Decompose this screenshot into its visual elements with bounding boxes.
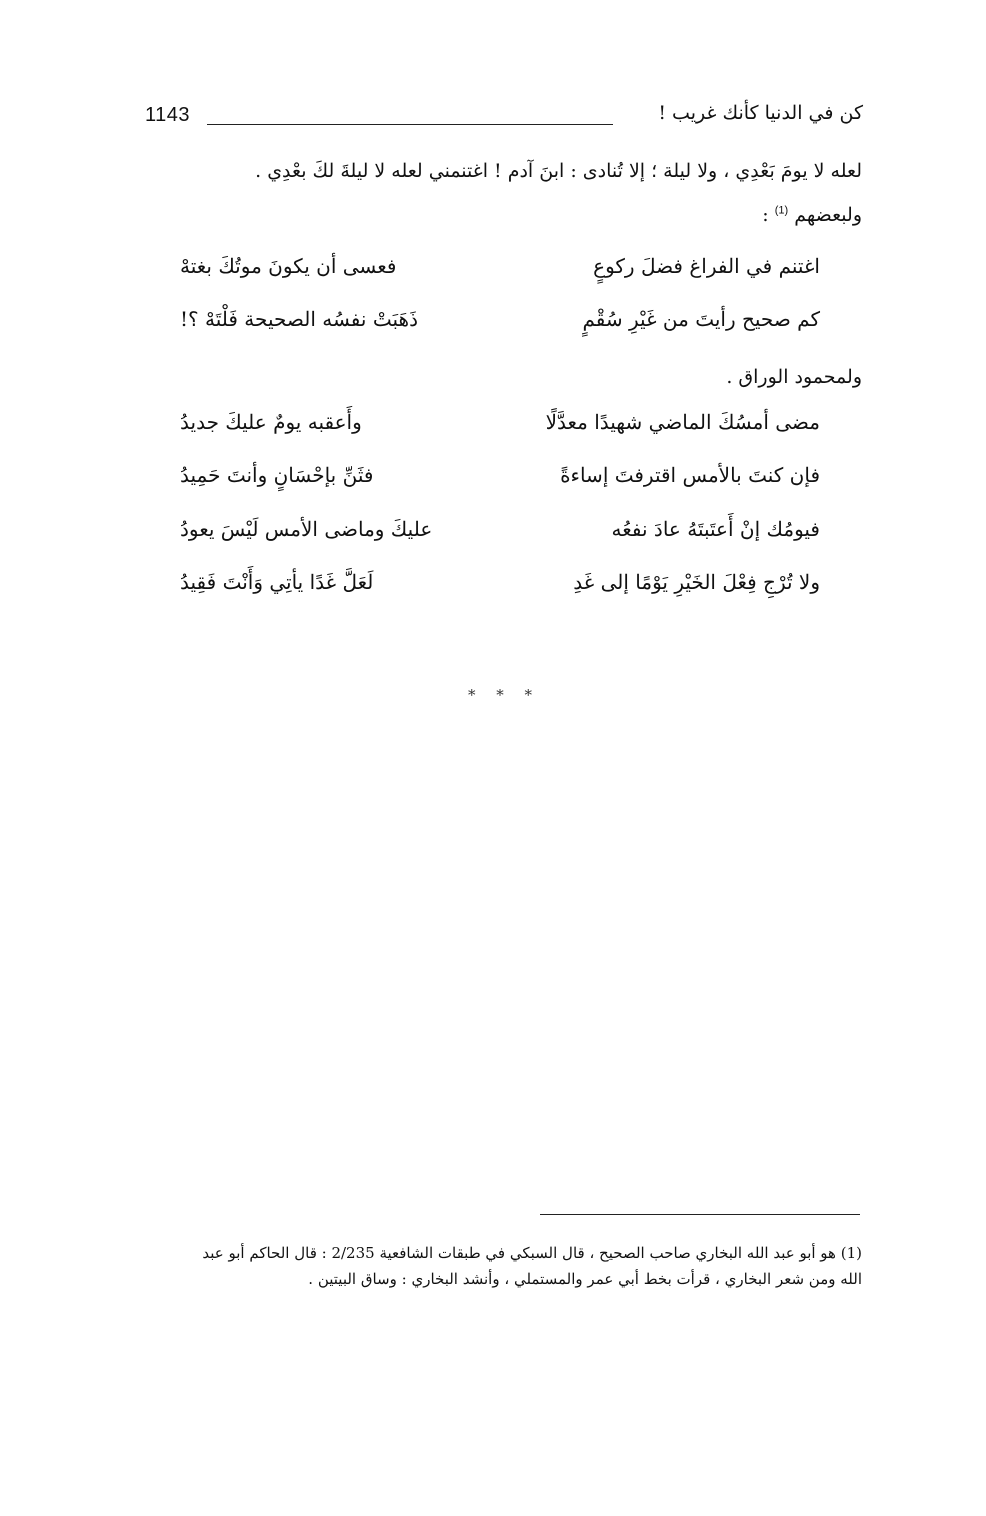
- verse-first-hemistich: فيومُك إنْ أَعتَبتَهُ عادَ نفعُه: [611, 517, 820, 541]
- page-number: 1143: [145, 104, 191, 126]
- page-header: [145, 102, 863, 136]
- footnote-reference: (1): [774, 204, 789, 217]
- verse-row: [180, 410, 820, 448]
- verse-row: [180, 570, 820, 608]
- verse-second-hemistich: فثَنِّ بإحْسَانٍ وأنتَ حَمِيدُ: [180, 463, 374, 487]
- verse-first-hemistich: ولا تُرْجِ فِعْلَ الخَيْرِ يَوْمًا إلى غَدِ: [573, 570, 820, 594]
- verse-intro-colon: :: [762, 204, 769, 226]
- header-rule: [207, 124, 613, 125]
- footnote-rule: [540, 1214, 860, 1215]
- body-line: لعله لا يومَ بَعْدِي ، ولا ليلة ؛ إلا تُنادى : ابنَ آدم ! اغتنمني لعله لا ليلةَ لكَ بعْدِي .: [255, 160, 862, 182]
- section-separator: * * *: [468, 686, 541, 704]
- verse-intro-text: ولبعضهم: [794, 204, 862, 226]
- verse-row: [180, 463, 820, 501]
- verse-second-hemistich: ذَهَبَتْ نفسُه الصحيحة فَلْتَهْ ؟!: [180, 307, 418, 331]
- verse-second-hemistich: عليكَ وماضى الأمس لَيْسَ يعودُ: [180, 517, 433, 541]
- verse-row: [180, 307, 820, 345]
- verse-second-hemistich: وأَعقبه يومٌ عليكَ جديدُ: [180, 410, 362, 434]
- verse-second-hemistich: فعسى أن يكونَ موتُكَ بغتهْ: [180, 254, 397, 278]
- verse-row: [180, 517, 820, 555]
- verse-row: [180, 254, 820, 292]
- verse-intro: ولمحمود الوراق .: [726, 366, 862, 388]
- verse-intro: [762, 204, 862, 226]
- verse-first-hemistich: مضى أمسُكَ الماضي شهيدًا معدَّلًا: [545, 410, 820, 434]
- verse-first-hemistich: اغتنم في الفراغ فضلَ ركوعٍ: [593, 254, 820, 278]
- verse-second-hemistich: لَعَلَّ غَدًا يأتِي وَأَنْتَ فَقِيدُ: [180, 570, 374, 594]
- running-title: كن في الدنيا كأنك غريب !: [658, 102, 863, 124]
- verse-first-hemistich: فإن كنتَ بالأمس اقترفتَ إساءةً: [560, 463, 820, 487]
- verse-first-hemistich: كم صحيح رأيتَ من غَيْرِ سُقْمٍ: [582, 307, 820, 331]
- footnote-line: الله ومن شعر البخاري ، قرأت بخط أبي عمر والمستملي ، وأنشد البخاري : وساق البيتين .: [308, 1270, 862, 1288]
- footnote-line: (1) هو أبو عبد الله البخاري صاحب الصحيح ، قال السبكي في طبقات الشافعية 2/235 : قال الحاكم أبو عبد: [202, 1244, 862, 1262]
